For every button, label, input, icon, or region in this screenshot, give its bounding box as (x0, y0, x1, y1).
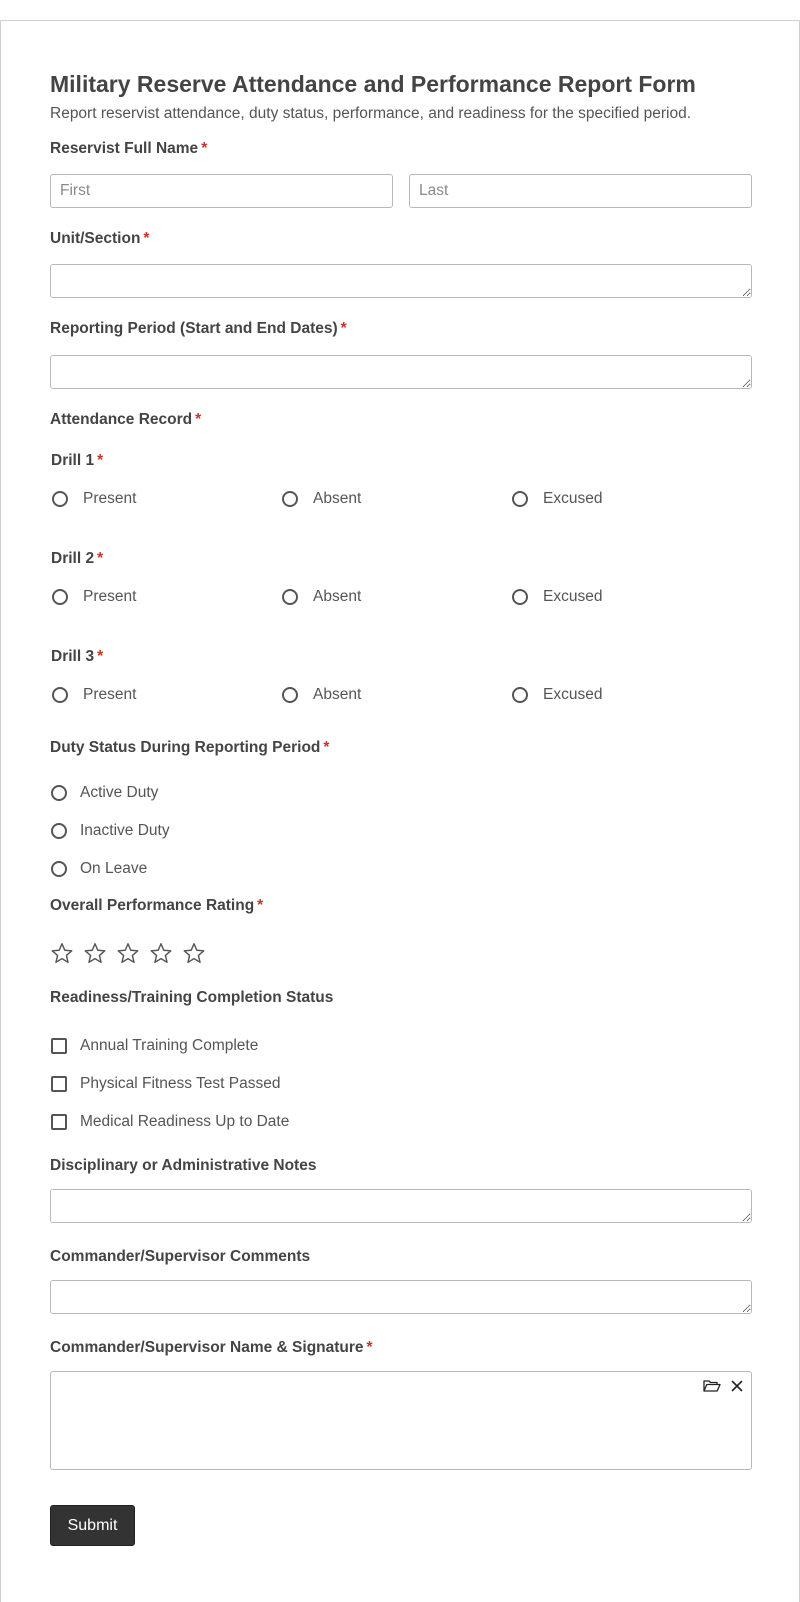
first-name-input[interactable] (50, 174, 393, 208)
star-icon[interactable] (50, 940, 83, 966)
drill-3-excused-option[interactable]: Excused (512, 686, 602, 704)
form-container (0, 20, 800, 1602)
star-rating (50, 940, 215, 966)
star-outline-icon (149, 942, 173, 965)
required-mark: * (366, 1339, 373, 1356)
signature-pad[interactable] (50, 1371, 752, 1470)
radio-button[interactable] (512, 491, 528, 507)
close-icon[interactable] (727, 1376, 747, 1396)
readiness-label: Readiness/Training Completion Status (50, 989, 334, 1006)
form-title: Military Reserve Attendance and Performance Report Form (50, 71, 696, 97)
drill-2-label: Drill 2 * (51, 550, 104, 567)
folder-open-icon[interactable] (702, 1376, 722, 1396)
disciplinary-notes-input[interactable] (50, 1189, 752, 1223)
checkbox[interactable] (51, 1114, 67, 1130)
radio-button[interactable] (52, 589, 68, 605)
last-name-input[interactable] (409, 174, 752, 208)
submit-button[interactable]: Submit (50, 1505, 135, 1546)
reporting-period-label: Reporting Period (Start and End Dates) * (50, 320, 347, 337)
star-icon[interactable] (149, 940, 182, 966)
annual-training-option[interactable]: Annual Training Complete (51, 1037, 258, 1055)
radio-button[interactable] (282, 491, 298, 507)
star-icon[interactable] (83, 940, 116, 966)
drill-3-present-option[interactable]: Present (52, 686, 136, 704)
radio-button[interactable] (52, 687, 68, 703)
radio-button[interactable] (282, 589, 298, 605)
radio-button[interactable] (512, 589, 528, 605)
radio-button[interactable] (51, 823, 67, 839)
duty-leave-option[interactable]: On Leave (51, 860, 147, 878)
star-outline-icon (83, 942, 107, 965)
checkbox[interactable] (51, 1076, 67, 1092)
reservist-name-label: Reservist Full Name * (50, 140, 208, 157)
performance-rating-label: Overall Performance Rating * (50, 897, 264, 914)
star-outline-icon (116, 942, 140, 965)
required-mark: * (201, 140, 208, 157)
drill-3-label: Drill 3 * (51, 648, 104, 665)
star-icon[interactable] (182, 940, 215, 966)
unit-input[interactable] (50, 264, 752, 298)
radio-button[interactable] (52, 491, 68, 507)
medical-readiness-option[interactable]: Medical Readiness Up to Date (51, 1113, 289, 1131)
disciplinary-notes-label: Disciplinary or Administrative Notes (50, 1157, 317, 1174)
drill-2-excused-option[interactable]: Excused (512, 588, 602, 606)
unit-label: Unit/Section * (50, 230, 150, 247)
radio-button[interactable] (282, 687, 298, 703)
close-icon-svg (731, 1380, 743, 1392)
required-mark: * (257, 897, 264, 914)
duty-active-option[interactable]: Active Duty (51, 784, 158, 802)
required-mark: * (97, 550, 104, 567)
comments-input[interactable] (50, 1280, 752, 1314)
radio-button[interactable] (51, 861, 67, 877)
duty-status-label: Duty Status During Reporting Period * (50, 739, 330, 756)
required-mark: * (97, 648, 104, 665)
radio-button[interactable] (51, 785, 67, 801)
checkbox[interactable] (51, 1038, 67, 1054)
form-subtitle: Report reservist attendance, duty status, performance, and readiness for the specified period. (50, 105, 692, 122)
required-mark: * (143, 230, 150, 247)
star-outline-icon (50, 942, 74, 965)
star-icon[interactable] (116, 940, 149, 966)
radio-button[interactable] (512, 687, 528, 703)
drill-1-absent-option[interactable]: Absent (282, 490, 361, 508)
required-mark: * (97, 452, 104, 469)
duty-inactive-option[interactable]: Inactive Duty (51, 822, 170, 840)
reporting-period-input[interactable] (50, 355, 752, 389)
required-mark: * (323, 739, 330, 756)
attendance-label: Attendance Record * (50, 411, 202, 428)
required-mark: * (195, 411, 202, 428)
drill-1-label: Drill 1 * (51, 452, 104, 469)
drill-2-present-option[interactable]: Present (52, 588, 136, 606)
drill-1-present-option[interactable]: Present (52, 490, 136, 508)
drill-3-absent-option[interactable]: Absent (282, 686, 361, 704)
comments-label: Commander/Supervisor Comments (50, 1248, 311, 1265)
required-mark: * (340, 320, 347, 337)
signature-label: Commander/Supervisor Name & Signature * (50, 1339, 373, 1356)
star-outline-icon (182, 942, 206, 965)
drill-2-absent-option[interactable]: Absent (282, 588, 361, 606)
folder-open-icon-svg (703, 1379, 721, 1393)
fitness-test-option[interactable]: Physical Fitness Test Passed (51, 1075, 280, 1093)
drill-1-excused-option[interactable]: Excused (512, 490, 602, 508)
